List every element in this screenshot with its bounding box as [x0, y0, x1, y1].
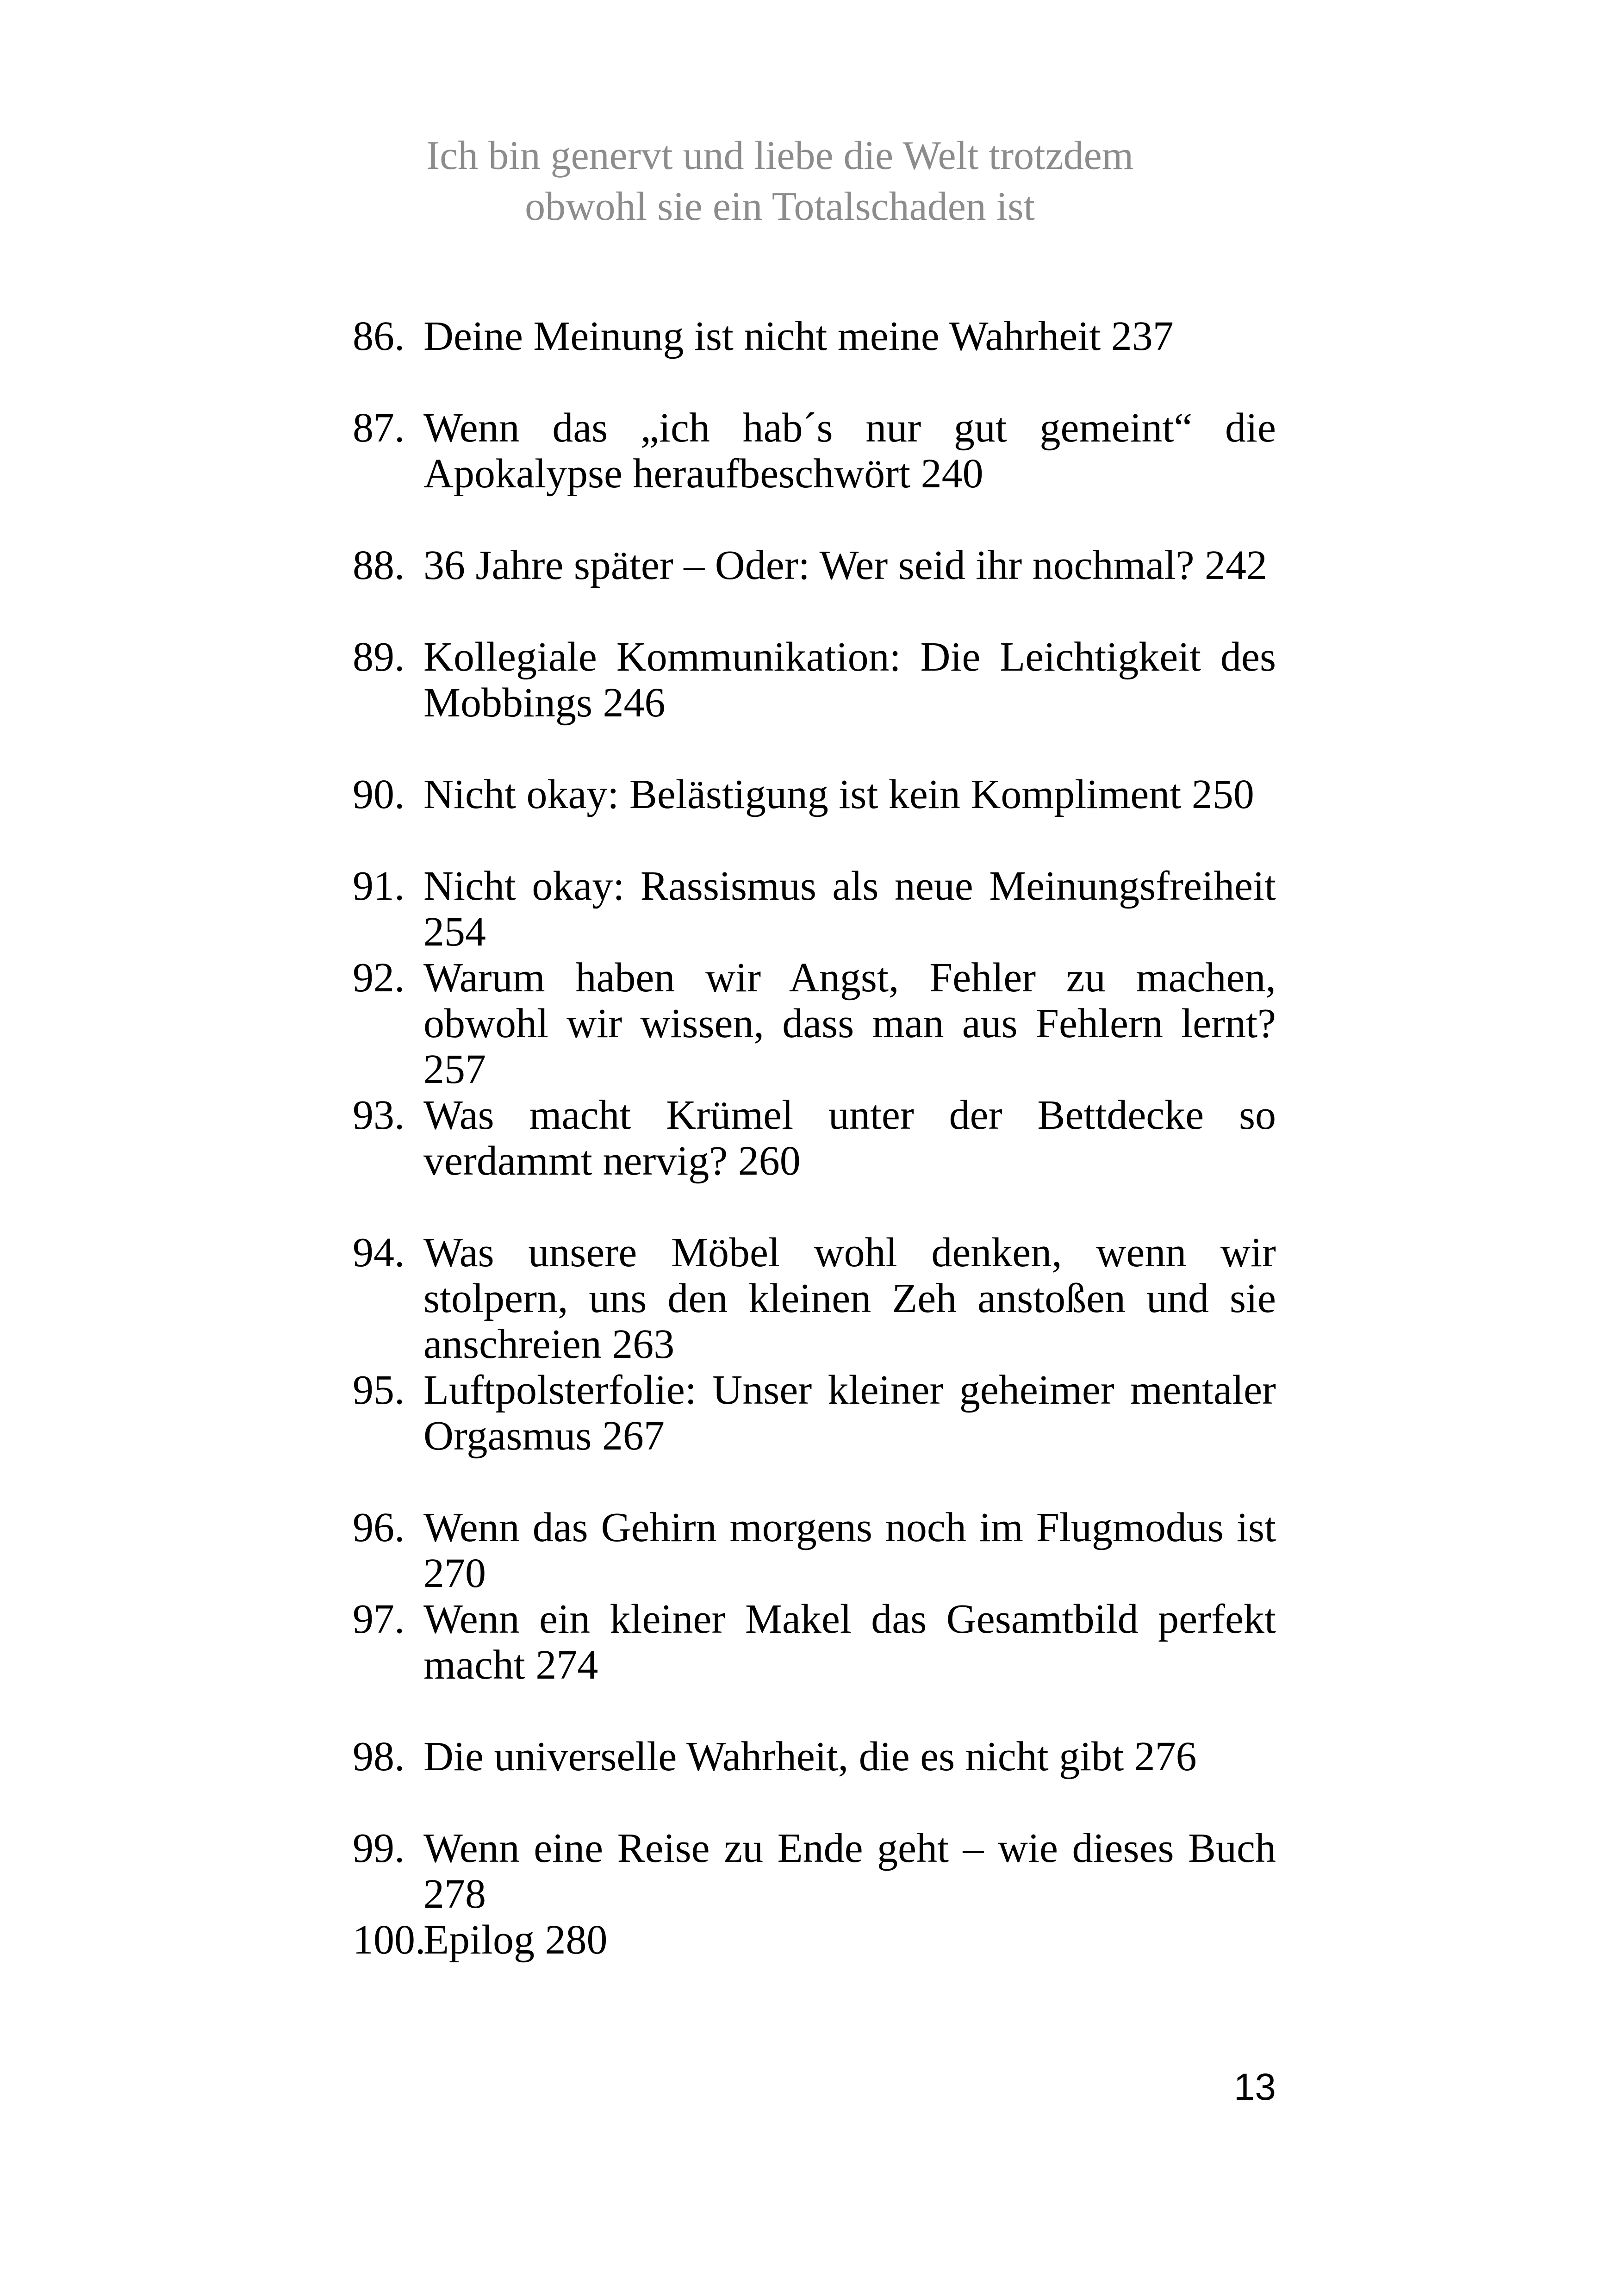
entry-number: 88. [353, 542, 405, 588]
entry-number: 98. [353, 1734, 405, 1780]
toc-entry-90 [353, 772, 1276, 863]
entry-title: Wenn eine Reise zu Ende geht – wie dieses Buch 278 [423, 1825, 1276, 1917]
entry-number: 87. [353, 405, 405, 451]
entry-number: 100. [353, 1917, 426, 1963]
entry-number: 92. [353, 955, 405, 1001]
toc-entry-87 [353, 405, 1276, 542]
toc-entry-91 [353, 863, 1276, 955]
entry-title: 36 Jahre später – Oder: Wer seid ihr nochmal? 242 [423, 542, 1268, 588]
toc-entry-89 [353, 634, 1276, 772]
toc-entry-96 [353, 1505, 1276, 1596]
entry-title: Wenn das Gehirn morgens noch im Flugmodus ist 270 [423, 1505, 1276, 1596]
running-header [0, 131, 1560, 232]
toc-entry-86 [353, 313, 1276, 405]
header-line-2: obwohl sie ein Totalschaden ist [525, 184, 1035, 229]
entry-title: Was unsere Möbel wohl denken, wenn wir stolpern, uns den kleinen Zeh anstoßen und sie anschreien 263 [423, 1230, 1276, 1367]
entry-title: Was macht Krümel unter der Bettdecke so verdammt nervig? 260 [423, 1092, 1276, 1184]
toc-entry-100 [353, 1917, 1276, 2009]
entry-number: 97. [353, 1596, 405, 1642]
entry-title: Nicht okay: Rassismus als neue Meinungsfreiheit 254 [423, 863, 1276, 955]
entry-title: Wenn ein kleiner Makel das Gesamtbild perfekt macht 274 [423, 1596, 1276, 1688]
toc-entry-92 [353, 955, 1276, 1092]
toc-entry-95 [353, 1367, 1276, 1505]
entry-number: 95. [353, 1367, 405, 1413]
entry-number: 96. [353, 1505, 405, 1550]
entry-number: 89. [353, 634, 405, 680]
toc-entry-94 [353, 1230, 1276, 1367]
entry-number: 86. [353, 313, 405, 359]
entry-title: Epilog 280 [423, 1917, 608, 1963]
entry-title: Luftpolsterfolie: Unser kleiner geheimer mentaler Orgasmus 267 [423, 1367, 1276, 1459]
entry-title: Nicht okay: Belästigung ist kein Kompliment 250 [423, 772, 1254, 817]
page-number: 13 [1233, 2066, 1276, 2108]
header-line-1: Ich bin genervt und liebe die Welt trotzdem [426, 133, 1134, 178]
entry-title: Deine Meinung ist nicht meine Wahrheit 237 [423, 313, 1174, 359]
toc-entry-93 [353, 1092, 1276, 1230]
entry-number: 90. [353, 772, 405, 817]
entry-title: Kollegiale Kommunikation: Die Leichtigkeit des Mobbings 246 [423, 634, 1276, 726]
toc-entry-98 [353, 1734, 1276, 1825]
toc-entry-97 [353, 1596, 1276, 1734]
toc-entry-88 [353, 542, 1276, 634]
toc-entry-99 [353, 1825, 1276, 1917]
entry-number: 94. [353, 1230, 405, 1276]
entry-number: 93. [353, 1092, 405, 1138]
entry-title: Die universelle Wahrheit, die es nicht gibt 276 [423, 1734, 1197, 1780]
entry-number: 99. [353, 1825, 405, 1871]
entry-title: Wenn das „ich hab´s nur gut gemeint“ die Apokalypse heraufbeschwört 240 [423, 405, 1276, 497]
table-of-contents [353, 313, 1276, 2009]
entry-title: Warum haben wir Angst, Fehler zu machen, obwohl wir wissen, dass man aus Fehlern lernt? 257 [423, 955, 1276, 1092]
entry-number: 91. [353, 863, 405, 909]
